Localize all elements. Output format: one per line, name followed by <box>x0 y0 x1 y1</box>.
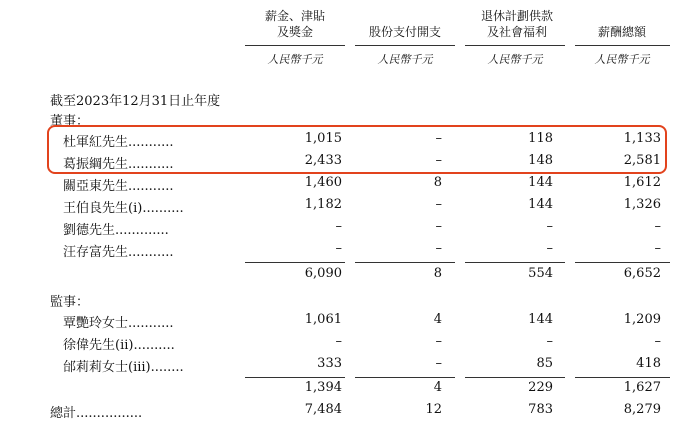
cell-pension: 229 <box>528 380 553 395</box>
leader-dots: ........... <box>128 179 174 194</box>
row-name: 徐偉先生(ii) <box>63 338 134 353</box>
table-row <box>0 334 700 356</box>
col-header-salary-line2: 及獎金 <box>276 25 313 39</box>
col-header-share <box>350 24 460 40</box>
col-header-pension-line1: 退休計劃供款 <box>480 9 553 23</box>
unit-label-4: 人民幣千元 <box>594 53 650 66</box>
cell-total: – <box>654 219 661 234</box>
cell-pension: 85 <box>536 356 553 371</box>
sup-subtotal-rule-2 <box>355 377 455 378</box>
row-name: 王伯良先生(i) <box>63 201 143 216</box>
cell-salary: 1,460 <box>304 175 342 190</box>
table-row <box>0 356 700 378</box>
cell-share: 8 <box>433 266 442 281</box>
cell-share: 8 <box>433 175 442 190</box>
cell-salary: 1,061 <box>304 312 342 327</box>
row-name: 葛振綱先生 <box>63 157 129 172</box>
row-name: 關亞東先生 <box>63 179 129 194</box>
cell-total: – <box>654 241 661 256</box>
cell-share: 4 <box>433 312 442 327</box>
cell-pension: 148 <box>528 153 553 168</box>
header-rule-2 <box>355 45 455 46</box>
cell-salary: 1,182 <box>304 197 342 212</box>
cell-salary: – <box>335 219 342 234</box>
header-rule-4 <box>575 45 670 46</box>
col-header-salary-line1: 薪金、津貼 <box>264 9 325 23</box>
cell-pension: 118 <box>528 131 553 146</box>
header-rule-3 <box>465 45 565 46</box>
sup-subtotal-rule-3 <box>465 377 565 378</box>
cell-total: 8,279 <box>623 402 661 417</box>
supervisors-label: 監事： <box>50 295 90 310</box>
leader-dots: ................ <box>76 406 143 421</box>
subtotal-rule-3 <box>465 262 565 263</box>
col-header-total-line2: 薪酬總額 <box>597 25 646 39</box>
cell-salary: 333 <box>317 356 342 371</box>
cell-total: 1,209 <box>623 312 661 327</box>
leader-dots: ........... <box>128 245 174 260</box>
col-header-share-line2: 股份支付開支 <box>368 25 441 39</box>
cell-pension: 554 <box>528 266 553 281</box>
leader-dots: ........... <box>128 316 174 331</box>
cell-total: – <box>654 334 661 349</box>
leader-dots: ........ <box>150 360 184 375</box>
cell-share: – <box>435 334 442 349</box>
leader-dots: .......... <box>133 338 175 353</box>
subtotal-rule-2 <box>355 262 455 263</box>
directors-label: 董事： <box>50 114 90 129</box>
sup-subtotal-rule-4 <box>575 377 670 378</box>
cell-share: – <box>435 356 442 371</box>
cell-total: 6,652 <box>623 266 661 281</box>
cell-pension: 144 <box>528 312 553 327</box>
cell-pension: – <box>546 219 553 234</box>
period-label: 截至2023年12月31日止年度 <box>50 94 221 109</box>
table-row <box>0 219 700 241</box>
row-name: 邰莉莉女士(iii) <box>63 360 151 375</box>
cell-total: 1,133 <box>623 131 661 146</box>
col-header-salary <box>245 8 345 40</box>
cell-salary: – <box>335 334 342 349</box>
cell-salary: 7,484 <box>304 402 342 417</box>
cell-share: – <box>435 131 442 146</box>
leader-dots: ............. <box>115 223 169 238</box>
cell-total: 418 <box>636 356 661 371</box>
row-name: 劉德先生 <box>63 223 116 238</box>
cell-total: 1,326 <box>623 197 661 212</box>
table-row <box>0 312 700 334</box>
unit-label-2: 人民幣千元 <box>377 53 433 66</box>
cell-pension: – <box>546 241 553 256</box>
row-name: 杜軍紅先生 <box>63 135 129 150</box>
unit-label-3: 人民幣千元 <box>487 53 543 66</box>
row-name: 汪存富先生 <box>63 245 129 260</box>
row-name: 覃艷玲女士 <box>63 316 129 331</box>
cell-pension: 144 <box>528 175 553 190</box>
cell-salary: 1,394 <box>304 380 342 395</box>
cell-share: – <box>435 153 442 168</box>
cell-share: – <box>435 197 442 212</box>
cell-salary: 6,090 <box>304 266 342 281</box>
subtotal-rule-1 <box>245 262 345 263</box>
table-row <box>0 197 700 219</box>
unit-label-1: 人民幣千元 <box>267 53 323 66</box>
cell-salary: – <box>335 241 342 256</box>
cell-salary: 2,433 <box>304 153 342 168</box>
leader-dots: .......... <box>142 201 184 216</box>
directors-subtotal-row <box>0 266 700 288</box>
header-rule-1 <box>245 45 345 46</box>
leader-dots: ........... <box>128 157 174 172</box>
subtotal-rule-4 <box>575 262 670 263</box>
cell-pension: 144 <box>528 197 553 212</box>
highlight-box <box>47 125 667 174</box>
cell-share: – <box>435 241 442 256</box>
cell-pension: 783 <box>528 402 553 417</box>
cell-share: – <box>435 219 442 234</box>
cell-total: 2,581 <box>623 153 661 168</box>
cell-salary: 1,015 <box>304 131 342 146</box>
col-header-pension <box>462 8 572 40</box>
table-row <box>0 175 700 197</box>
sup-subtotal-rule-1 <box>245 377 345 378</box>
grand-total-row <box>0 402 700 424</box>
leader-dots: ........... <box>128 135 174 150</box>
cell-total: 1,627 <box>623 380 661 395</box>
col-header-total <box>572 24 672 40</box>
supervisors-subtotal-row <box>0 380 700 402</box>
table-row <box>0 241 700 263</box>
cell-total: 1,612 <box>623 175 661 190</box>
row-name: 總計 <box>50 406 77 421</box>
cell-share: 4 <box>433 380 442 395</box>
cell-share: 12 <box>425 402 442 417</box>
col-header-pension-line2: 及社會福利 <box>486 25 547 39</box>
cell-pension: – <box>546 334 553 349</box>
